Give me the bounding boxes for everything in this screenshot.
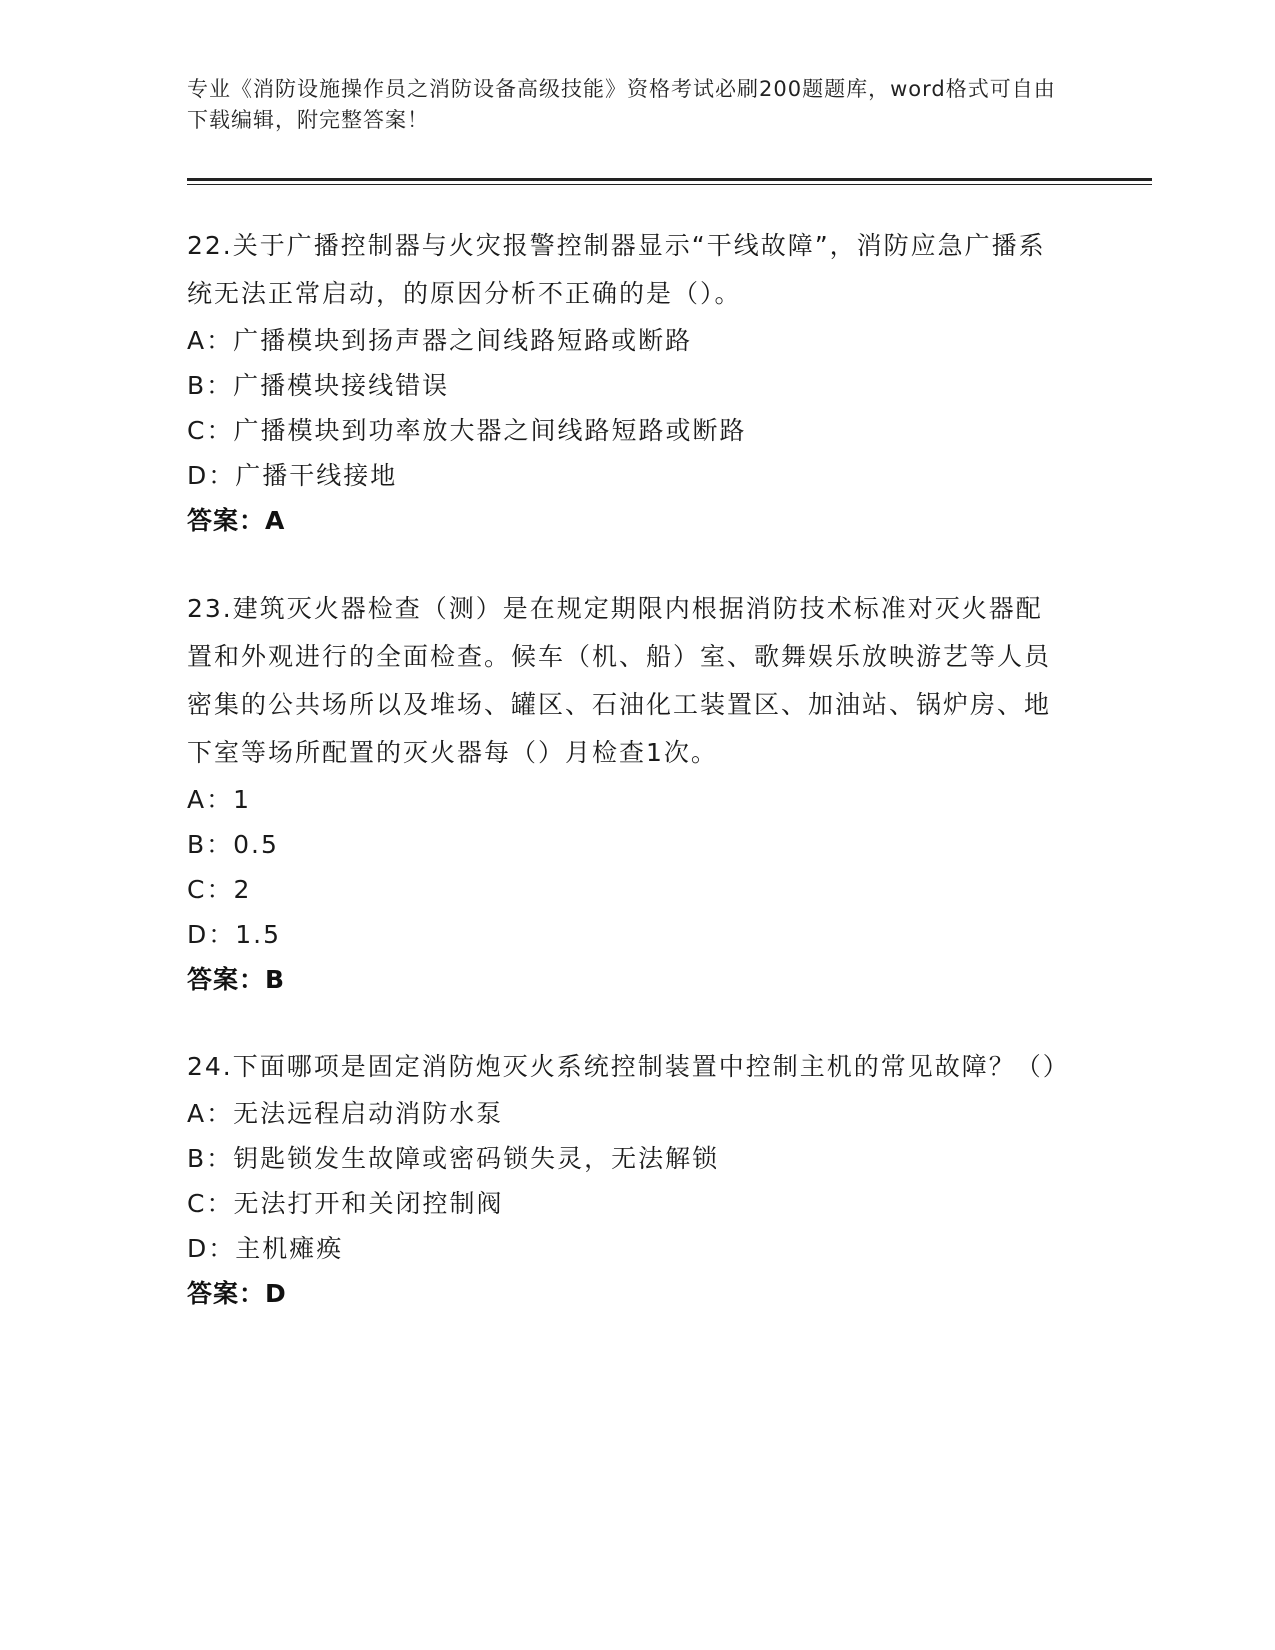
option-b: B：钥匙锁发生故障或密码锁失灵，无法解锁: [187, 1144, 720, 1173]
option-c: C：无法打开和关闭控制阀: [187, 1189, 504, 1218]
option-c: C：广播模块到功率放大器之间线路短路或断路: [187, 416, 747, 445]
option-c: C：2: [187, 875, 252, 904]
header-divider-thin: [187, 184, 1152, 185]
option-d: D：主机瘫痪: [187, 1234, 344, 1263]
answer-label: 答案：A: [187, 506, 286, 535]
question-stem: 24.下面哪项是固定消防炮灭火系统控制装置中控制主机的常见故障？（）: [187, 1052, 1070, 1081]
option-b: B：广播模块接线错误: [187, 371, 450, 400]
question-23: [187, 585, 1067, 1003]
document-header: 专业《消防设施操作员之消防设备高级技能》资格考试必刷200题题库，word格式可自由下载编辑，附完整答案！: [187, 77, 1056, 132]
header-divider-thick: [187, 178, 1152, 181]
question-stem: 23.建筑灭火器检查（测）是在规定期限内根据消防技术标准对灭火器配置和外观进行的全面检查。候车（机、船）室、歌舞娱乐放映游艺等人员密集的公共场所以及堆场、罐区、石油化工装置区、加油站、锅炉房、地下室等场所配置的灭火器每（）月检查1次。: [187, 594, 1052, 767]
question-22: [187, 222, 1067, 544]
option-a: A：广播模块到扬声器之间线路短路或断路: [187, 326, 693, 355]
option-d: D：广播干线接地: [187, 461, 398, 490]
question-stem: 22.关于广播控制器与火灾报警控制器显示“干线故障”，消防应急广播系统无法正常启动，的原因分析不正确的是（）。: [187, 231, 1046, 308]
option-d: D：1.5: [187, 920, 282, 949]
option-a: A：1: [187, 785, 252, 814]
option-a: A：无法远程启动消防水泵: [187, 1099, 504, 1128]
option-b: B：0.5: [187, 830, 279, 859]
answer-label: 答案：B: [187, 965, 286, 994]
answer-label: 答案：D: [187, 1279, 287, 1308]
question-24: [187, 1043, 1070, 1317]
